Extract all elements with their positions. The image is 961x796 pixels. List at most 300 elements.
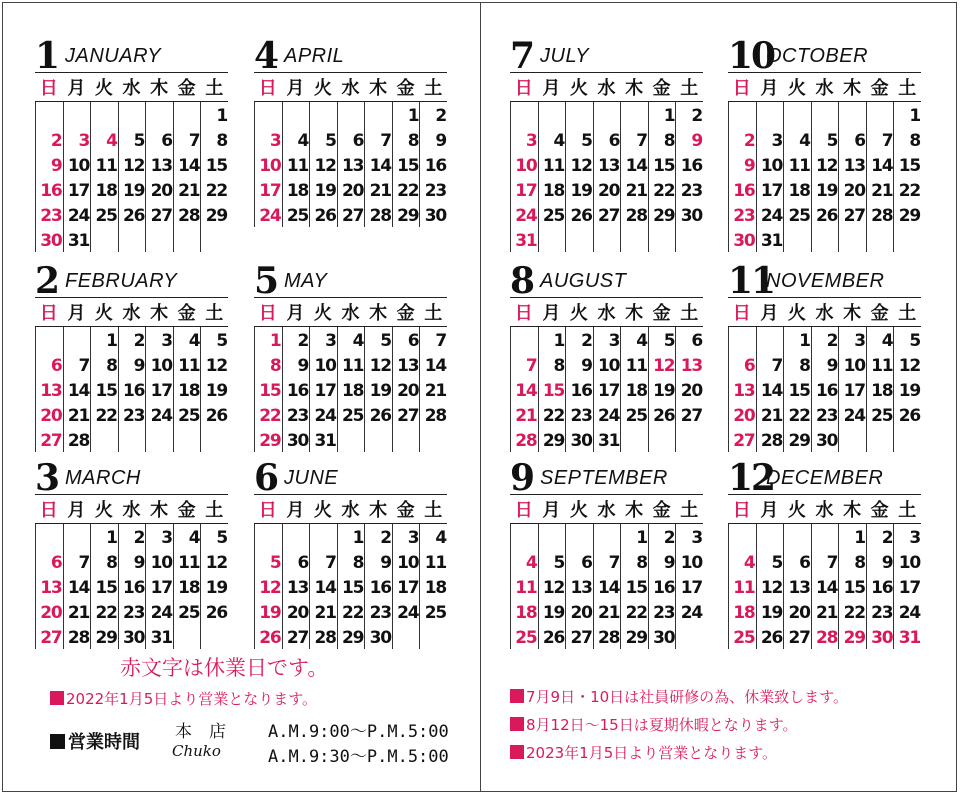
weekday-header	[35, 297, 228, 327]
day-cell: 9	[728, 152, 756, 177]
weekday-header	[254, 494, 447, 524]
day-cell: 7	[309, 549, 337, 574]
center-fold-divider	[480, 2, 481, 792]
day-cell: 10	[756, 152, 784, 177]
day-cell: 30	[35, 227, 63, 252]
day-cell: 21	[811, 599, 839, 624]
day-cell: 7	[593, 549, 621, 574]
empty-day-cell	[90, 227, 118, 252]
empty-day-cell	[35, 327, 63, 352]
empty-day-cell	[893, 227, 921, 252]
day-cell: 8	[90, 352, 118, 377]
empty-day-cell	[565, 524, 593, 549]
weekday-label: 日	[258, 303, 277, 324]
day-cell: 17	[510, 177, 538, 202]
day-cell: 20	[35, 599, 63, 624]
day-cell: 19	[309, 177, 337, 202]
day-cell: 18	[337, 377, 365, 402]
day-cell: 1	[392, 102, 420, 127]
day-cell: 5	[811, 127, 839, 152]
day-cell: 20	[675, 377, 703, 402]
weekday-label: 土	[680, 303, 699, 324]
weekday-label: 日	[514, 303, 533, 324]
day-grid	[35, 327, 228, 452]
day-cell: 29	[648, 202, 676, 227]
month-may	[254, 255, 447, 452]
weekday-label: 月	[286, 500, 305, 521]
day-cell: 12	[565, 152, 593, 177]
weekday-label: 金	[396, 78, 415, 99]
day-cell: 27	[565, 624, 593, 649]
day-cell: 15	[538, 377, 566, 402]
day-cell: 16	[118, 574, 146, 599]
day-cell: 23	[282, 402, 310, 427]
month-november	[728, 255, 921, 452]
day-cell: 6	[838, 127, 866, 152]
day-cell: 7	[63, 352, 91, 377]
day-cell: 24	[63, 202, 91, 227]
day-cell: 28	[620, 202, 648, 227]
weekday-label: 月	[286, 78, 305, 99]
day-cell: 6	[337, 127, 365, 152]
empty-day-cell	[337, 427, 365, 452]
day-cell: 15	[648, 152, 676, 177]
day-cell: 21	[309, 599, 337, 624]
month-number: 1	[35, 35, 59, 77]
weekday-label: 火	[569, 500, 588, 521]
day-cell: 22	[838, 599, 866, 624]
day-cell: 11	[783, 152, 811, 177]
day-cell: 21	[620, 177, 648, 202]
weekday-label: 金	[396, 500, 415, 521]
month-name: FEBRUARY	[65, 270, 178, 292]
day-grid	[728, 524, 921, 649]
day-cell: 13	[675, 352, 703, 377]
day-cell: 5	[565, 127, 593, 152]
day-cell: 25	[866, 402, 894, 427]
month-february	[35, 255, 228, 452]
day-cell: 5	[364, 327, 392, 352]
month-august	[510, 255, 703, 452]
day-cell: 1	[254, 327, 282, 352]
day-cell: 12	[364, 352, 392, 377]
weekday-label: 日	[514, 78, 533, 99]
empty-day-cell	[200, 227, 228, 252]
day-cell: 21	[419, 377, 447, 402]
weekday-label: 火	[787, 78, 806, 99]
day-cell: 14	[593, 574, 621, 599]
day-cell: 13	[728, 377, 756, 402]
empty-day-cell	[419, 427, 447, 452]
empty-day-cell	[620, 427, 648, 452]
day-cell: 30	[419, 202, 447, 227]
day-cell: 6	[35, 352, 63, 377]
day-cell: 1	[893, 102, 921, 127]
empty-day-cell	[756, 327, 784, 352]
empty-day-cell	[866, 427, 894, 452]
day-cell: 10	[63, 152, 91, 177]
store-main-name: 本 店	[175, 722, 226, 742]
day-cell: 25	[337, 402, 365, 427]
day-cell: 9	[675, 127, 703, 152]
weekday-label: 火	[94, 303, 113, 324]
day-cell: 21	[756, 402, 784, 427]
store-chuko-logo: Chuko	[172, 742, 221, 760]
weekday-label: 水	[122, 500, 141, 521]
day-cell: 14	[811, 574, 839, 599]
day-cell: 10	[593, 352, 621, 377]
weekday-label: 火	[313, 78, 332, 99]
day-cell: 6	[145, 127, 173, 152]
business-hours-label	[50, 728, 140, 754]
day-cell: 20	[565, 599, 593, 624]
day-cell: 16	[364, 574, 392, 599]
day-cell: 31	[756, 227, 784, 252]
empty-day-cell	[63, 102, 91, 127]
day-cell: 18	[866, 377, 894, 402]
day-cell: 25	[728, 624, 756, 649]
day-cell: 16	[811, 377, 839, 402]
day-cell: 24	[145, 402, 173, 427]
day-grid	[510, 102, 703, 252]
day-cell: 15	[893, 152, 921, 177]
day-cell: 17	[63, 177, 91, 202]
weekday-label: 土	[205, 500, 224, 521]
empty-day-cell	[337, 102, 365, 127]
day-cell: 18	[728, 599, 756, 624]
empty-day-cell	[392, 624, 420, 649]
day-cell: 8	[838, 549, 866, 574]
weekday-label: 火	[313, 500, 332, 521]
day-cell: 14	[173, 152, 201, 177]
empty-day-cell	[63, 524, 91, 549]
day-cell: 6	[783, 549, 811, 574]
day-cell: 5	[118, 127, 146, 152]
day-cell: 4	[90, 127, 118, 152]
day-cell: 3	[593, 327, 621, 352]
day-cell: 28	[756, 427, 784, 452]
weekday-label: 木	[843, 500, 862, 521]
day-cell: 11	[510, 574, 538, 599]
day-cell: 16	[866, 574, 894, 599]
weekday-label: 土	[898, 303, 917, 324]
weekday-label: 日	[732, 303, 751, 324]
day-cell: 14	[510, 377, 538, 402]
weekday-label: 金	[177, 78, 196, 99]
weekday-label: 土	[680, 78, 699, 99]
day-grid	[510, 327, 703, 452]
day-cell: 10	[145, 352, 173, 377]
weekday-label: 金	[652, 303, 671, 324]
day-cell: 28	[419, 402, 447, 427]
day-cell: 28	[510, 427, 538, 452]
month-name: NOVEMBER	[766, 270, 885, 292]
day-cell: 14	[63, 377, 91, 402]
left-note-text: 2022年1月5日より営業となります。	[66, 690, 318, 708]
day-cell: 28	[866, 202, 894, 227]
day-cell: 25	[282, 202, 310, 227]
empty-day-cell	[783, 102, 811, 127]
weekday-label: 水	[341, 500, 360, 521]
day-cell: 7	[173, 127, 201, 152]
day-cell: 12	[648, 352, 676, 377]
day-cell: 26	[648, 402, 676, 427]
day-cell: 11	[620, 352, 648, 377]
day-grid	[728, 327, 921, 452]
day-cell: 6	[282, 549, 310, 574]
day-cell: 21	[866, 177, 894, 202]
month-header	[254, 30, 447, 77]
month-name: APRIL	[284, 45, 345, 67]
day-cell: 6	[675, 327, 703, 352]
month-name: JUNE	[284, 467, 339, 489]
day-cell: 4	[783, 127, 811, 152]
weekday-header	[510, 297, 703, 327]
month-header	[510, 30, 703, 77]
day-cell: 5	[254, 549, 282, 574]
empty-day-cell	[282, 524, 310, 549]
month-january	[35, 30, 228, 252]
day-cell: 27	[282, 624, 310, 649]
day-cell: 16	[565, 377, 593, 402]
month-name: SEPTEMBER	[540, 467, 668, 489]
day-cell: 3	[145, 327, 173, 352]
weekday-label: 日	[39, 500, 58, 521]
weekday-label: 日	[514, 500, 533, 521]
day-cell: 2	[675, 102, 703, 127]
day-cell: 26	[200, 402, 228, 427]
day-cell: 10	[510, 152, 538, 177]
empty-day-cell	[254, 524, 282, 549]
day-cell: 2	[35, 127, 63, 152]
day-cell: 9	[118, 549, 146, 574]
day-cell: 18	[510, 599, 538, 624]
day-cell: 1	[538, 327, 566, 352]
empty-day-cell	[838, 227, 866, 252]
day-cell: 20	[282, 599, 310, 624]
weekday-label: 月	[67, 500, 86, 521]
day-cell: 2	[811, 327, 839, 352]
day-cell: 6	[728, 352, 756, 377]
empty-day-cell	[200, 427, 228, 452]
day-cell: 17	[254, 177, 282, 202]
weekday-label: 金	[177, 303, 196, 324]
month-name: JULY	[540, 45, 590, 67]
day-cell: 23	[565, 402, 593, 427]
day-cell: 3	[756, 127, 784, 152]
day-cell: 22	[337, 599, 365, 624]
day-cell: 30	[811, 427, 839, 452]
day-cell: 15	[90, 377, 118, 402]
day-cell: 27	[593, 202, 621, 227]
month-september	[510, 452, 703, 649]
day-cell: 20	[35, 402, 63, 427]
day-cell: 24	[756, 202, 784, 227]
empty-day-cell	[510, 327, 538, 352]
day-cell: 7	[364, 127, 392, 152]
day-cell: 29	[783, 427, 811, 452]
weekday-header	[510, 72, 703, 102]
day-grid	[35, 524, 228, 649]
day-cell: 21	[63, 402, 91, 427]
right-note-1-text: 7月9日・10日は社員研修の為、休業致します。	[526, 688, 848, 706]
empty-day-cell	[811, 524, 839, 549]
weekday-label: 火	[569, 78, 588, 99]
weekday-label: 月	[67, 303, 86, 324]
day-cell: 2	[118, 524, 146, 549]
day-cell: 31	[145, 624, 173, 649]
right-note-1	[510, 686, 848, 707]
day-cell: 1	[90, 327, 118, 352]
empty-day-cell	[173, 624, 201, 649]
weekday-label: 火	[313, 303, 332, 324]
weekday-label: 木	[625, 78, 644, 99]
day-cell: 8	[620, 549, 648, 574]
day-cell: 13	[783, 574, 811, 599]
day-cell: 28	[173, 202, 201, 227]
day-cell: 30	[728, 227, 756, 252]
day-cell: 12	[893, 352, 921, 377]
month-number: 2	[35, 260, 59, 302]
empty-day-cell	[118, 102, 146, 127]
day-cell: 25	[90, 202, 118, 227]
day-cell: 31	[893, 624, 921, 649]
day-cell: 16	[282, 377, 310, 402]
empty-day-cell	[173, 102, 201, 127]
empty-day-cell	[675, 624, 703, 649]
weekday-label: 木	[369, 500, 388, 521]
day-cell: 19	[538, 599, 566, 624]
day-cell: 27	[783, 624, 811, 649]
day-cell: 17	[309, 377, 337, 402]
day-cell: 28	[811, 624, 839, 649]
empty-day-cell	[200, 624, 228, 649]
empty-day-cell	[419, 624, 447, 649]
day-cell: 14	[756, 377, 784, 402]
weekday-label: 月	[760, 78, 779, 99]
empty-day-cell	[675, 427, 703, 452]
day-cell: 8	[90, 549, 118, 574]
weekday-label: 水	[597, 500, 616, 521]
empty-day-cell	[309, 524, 337, 549]
day-cell: 15	[337, 574, 365, 599]
day-cell: 20	[838, 177, 866, 202]
weekday-label: 金	[870, 78, 889, 99]
day-cell: 29	[200, 202, 228, 227]
weekday-label: 水	[815, 303, 834, 324]
day-cell: 11	[337, 352, 365, 377]
day-cell: 8	[893, 127, 921, 152]
day-cell: 14	[364, 152, 392, 177]
day-cell: 19	[756, 599, 784, 624]
day-cell: 23	[118, 599, 146, 624]
day-cell: 25	[538, 202, 566, 227]
weekday-label: 日	[732, 78, 751, 99]
day-cell: 15	[200, 152, 228, 177]
month-june	[254, 452, 447, 649]
month-name: MAY	[284, 270, 328, 292]
day-cell: 12	[200, 352, 228, 377]
empty-day-cell	[593, 524, 621, 549]
day-cell: 8	[783, 352, 811, 377]
day-cell: 24	[893, 599, 921, 624]
day-cell: 12	[200, 549, 228, 574]
right-note-2	[510, 714, 798, 735]
day-cell: 3	[145, 524, 173, 549]
day-cell: 24	[510, 202, 538, 227]
day-cell: 14	[620, 152, 648, 177]
day-cell: 21	[364, 177, 392, 202]
day-cell: 1	[90, 524, 118, 549]
month-october	[728, 30, 921, 252]
day-cell: 13	[565, 574, 593, 599]
day-cell: 6	[35, 549, 63, 574]
day-cell: 22	[620, 599, 648, 624]
day-cell: 13	[145, 152, 173, 177]
month-name: MARCH	[65, 467, 141, 489]
day-cell: 5	[200, 524, 228, 549]
day-cell: 28	[63, 624, 91, 649]
day-cell: 20	[728, 402, 756, 427]
day-cell: 3	[392, 524, 420, 549]
weekday-label: 月	[760, 500, 779, 521]
day-cell: 31	[63, 227, 91, 252]
empty-day-cell	[565, 102, 593, 127]
month-header	[254, 452, 447, 499]
day-cell: 30	[648, 624, 676, 649]
empty-day-cell	[173, 227, 201, 252]
day-cell: 9	[282, 352, 310, 377]
day-cell: 9	[118, 352, 146, 377]
weekday-label: 木	[369, 78, 388, 99]
empty-day-cell	[173, 427, 201, 452]
day-cell: 18	[783, 177, 811, 202]
empty-day-cell	[893, 427, 921, 452]
day-cell: 30	[866, 624, 894, 649]
day-cell: 1	[200, 102, 228, 127]
day-cell: 24	[593, 402, 621, 427]
day-cell: 12	[756, 574, 784, 599]
day-grid	[254, 102, 447, 227]
weekday-label: 水	[341, 303, 360, 324]
day-cell: 11	[419, 549, 447, 574]
weekday-label: 月	[760, 303, 779, 324]
day-cell: 7	[811, 549, 839, 574]
empty-day-cell	[756, 524, 784, 549]
day-cell: 2	[565, 327, 593, 352]
day-cell: 12	[309, 152, 337, 177]
empty-day-cell	[811, 102, 839, 127]
month-header	[728, 30, 921, 77]
day-cell: 30	[675, 202, 703, 227]
empty-day-cell	[620, 227, 648, 252]
weekday-label: 水	[341, 78, 360, 99]
day-cell: 29	[838, 624, 866, 649]
day-cell: 11	[866, 352, 894, 377]
day-cell: 4	[173, 524, 201, 549]
day-cell: 8	[392, 127, 420, 152]
day-cell: 13	[282, 574, 310, 599]
day-cell: 4	[173, 327, 201, 352]
day-cell: 22	[90, 402, 118, 427]
empty-day-cell	[145, 227, 173, 252]
day-cell: 13	[35, 377, 63, 402]
day-cell: 12	[254, 574, 282, 599]
month-header	[35, 452, 228, 499]
day-cell: 26	[538, 624, 566, 649]
day-cell: 23	[35, 202, 63, 227]
empty-day-cell	[783, 524, 811, 549]
